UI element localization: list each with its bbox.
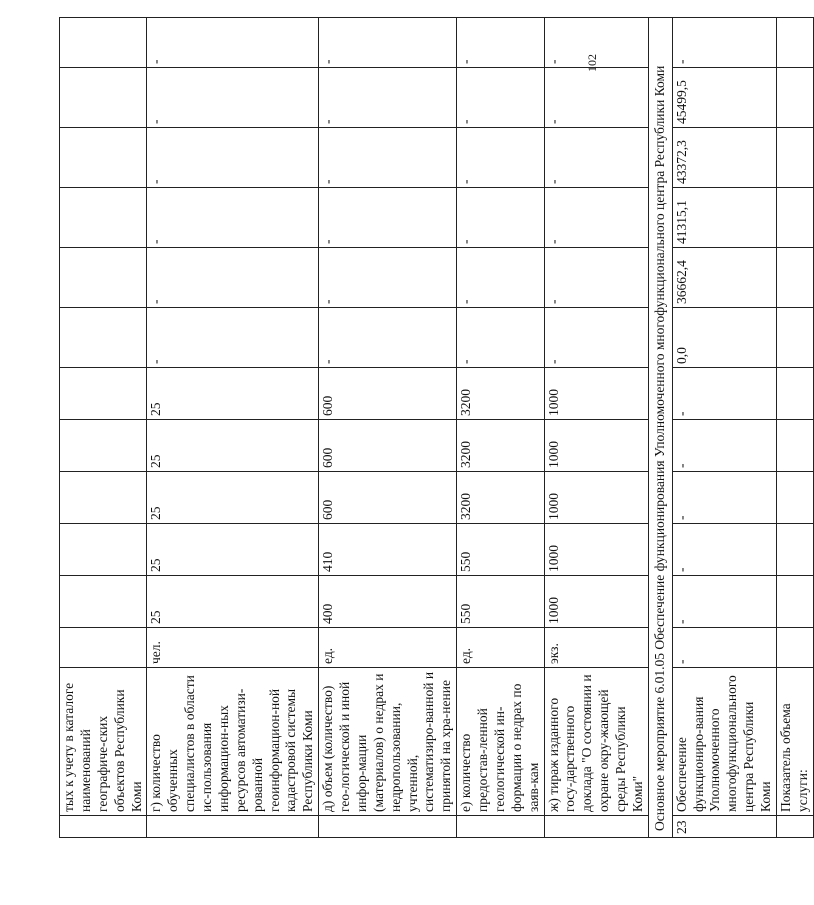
unit-cell: чел. [147,628,319,668]
value-cell [776,18,813,68]
value-cell [60,128,147,188]
row-number-cell [544,816,648,838]
value-cell: - [457,18,544,68]
value-cell: 1000 [544,576,648,628]
value-cell: 25 [147,524,319,576]
row-number-cell [457,816,544,838]
value-cell: - [672,420,776,472]
table-row [147,18,319,838]
value-cell: - [544,68,648,128]
value-cell [776,524,813,576]
value-cell: 1000 [544,368,648,420]
indicator-name-cell: е) количество предостав-ленной геологической ин-формации о недрах по заяв-кам [457,668,544,816]
table-row [319,18,457,838]
value-cell [60,472,147,524]
indicator-name-cell: ж) тираж изданного госу-дарственного доклада "О состоянии и охране окру-жающей среды Республики Коми" [544,668,648,816]
value-cell: 600 [319,472,457,524]
value-cell [776,188,813,248]
value-cell: - [147,248,319,308]
value-cell [60,248,147,308]
value-cell: - [544,308,648,368]
value-cell: - [544,128,648,188]
value-cell: - [457,308,544,368]
value-cell [776,472,813,524]
value-cell: - [147,308,319,368]
indicator-name-cell: г) количество обученных специалистов в области ис-пользования информацион-ных ресурсов автоматизи-рованной геоинформацион-ной кадастровой системы Республики Коми [147,668,319,816]
value-cell [60,524,147,576]
value-cell: - [672,472,776,524]
value-cell: 36662,4 [672,248,776,308]
value-cell [776,128,813,188]
value-cell [776,368,813,420]
value-cell [60,420,147,472]
value-cell [776,420,813,472]
value-cell: 1000 [544,472,648,524]
value-cell [60,576,147,628]
value-cell: 3200 [457,472,544,524]
value-cell: - [147,68,319,128]
value-cell: - [319,248,457,308]
value-cell: - [544,18,648,68]
value-cell: 45499,5 [672,68,776,128]
value-cell [60,308,147,368]
value-cell: 25 [147,420,319,472]
indicator-name-cell: Обеспечение функциониро-вания Уполномоченного многофункционального центра Республики Коми [672,668,776,816]
row-number-cell [319,816,457,838]
value-cell: 600 [319,420,457,472]
value-cell: - [672,368,776,420]
value-cell: - [319,68,457,128]
unit-cell: - [672,628,776,668]
value-cell: - [672,524,776,576]
value-cell: - [319,18,457,68]
value-cell [776,68,813,128]
value-cell: - [544,248,648,308]
value-cell: - [544,188,648,248]
value-cell: 600 [319,368,457,420]
table-row [672,18,776,838]
value-cell: 400 [319,576,457,628]
value-cell: 25 [147,472,319,524]
indicator-name-cell: Показатель объема услуги: [776,668,813,816]
table-row [544,18,648,838]
value-cell [776,248,813,308]
value-cell [776,308,813,368]
indicators-table [59,17,814,838]
section-header: Основное мероприятие 6.01.05 Обеспечение функционирования Уполномоченного многофункционального центра Республики Коми [648,18,672,838]
table-row [457,18,544,838]
table-row [776,18,813,838]
value-cell: - [319,128,457,188]
value-cell: - [672,576,776,628]
row-number-cell: 23 [672,816,776,838]
value-cell: - [457,128,544,188]
section-header-row [648,18,672,838]
value-cell [60,18,147,68]
value-cell: 550 [457,576,544,628]
value-cell [776,576,813,628]
value-cell: - [147,188,319,248]
unit-cell: ед. [319,628,457,668]
value-cell: - [319,308,457,368]
indicator-name-cell: д) объем (количество) гео-логической и иной инфор-мации (материалов) о недрах и недропользовании, учтенной, систематизиро-ванной и принятой на хра-нение [319,668,457,816]
value-cell: 410 [319,524,457,576]
value-cell: 25 [147,368,319,420]
unit-cell [60,628,147,668]
page-number: 102 [585,54,599,72]
value-cell: - [457,248,544,308]
row-number-cell [776,816,813,838]
unit-cell: ед. [457,628,544,668]
unit-cell: экз. [544,628,648,668]
row-number-cell [147,816,319,838]
value-cell: 3200 [457,368,544,420]
value-cell: - [147,18,319,68]
row-number-cell [60,816,147,838]
value-cell: - [457,68,544,128]
table-row [60,18,147,838]
value-cell: - [457,188,544,248]
value-cell: 1000 [544,420,648,472]
value-cell: - [147,128,319,188]
value-cell: - [672,18,776,68]
value-cell: - [319,188,457,248]
value-cell [60,368,147,420]
value-cell: 41315,1 [672,188,776,248]
value-cell [776,628,813,668]
value-cell [60,188,147,248]
value-cell [60,68,147,128]
value-cell: 3200 [457,420,544,472]
value-cell: 43372,3 [672,128,776,188]
value-cell: 25 [147,576,319,628]
value-cell: 0,0 [672,308,776,368]
indicator-name-cell: тых к учету в каталоге наименований географиче-ских объектов Республики Коми [60,668,147,816]
value-cell: 550 [457,524,544,576]
value-cell: 1000 [544,524,648,576]
